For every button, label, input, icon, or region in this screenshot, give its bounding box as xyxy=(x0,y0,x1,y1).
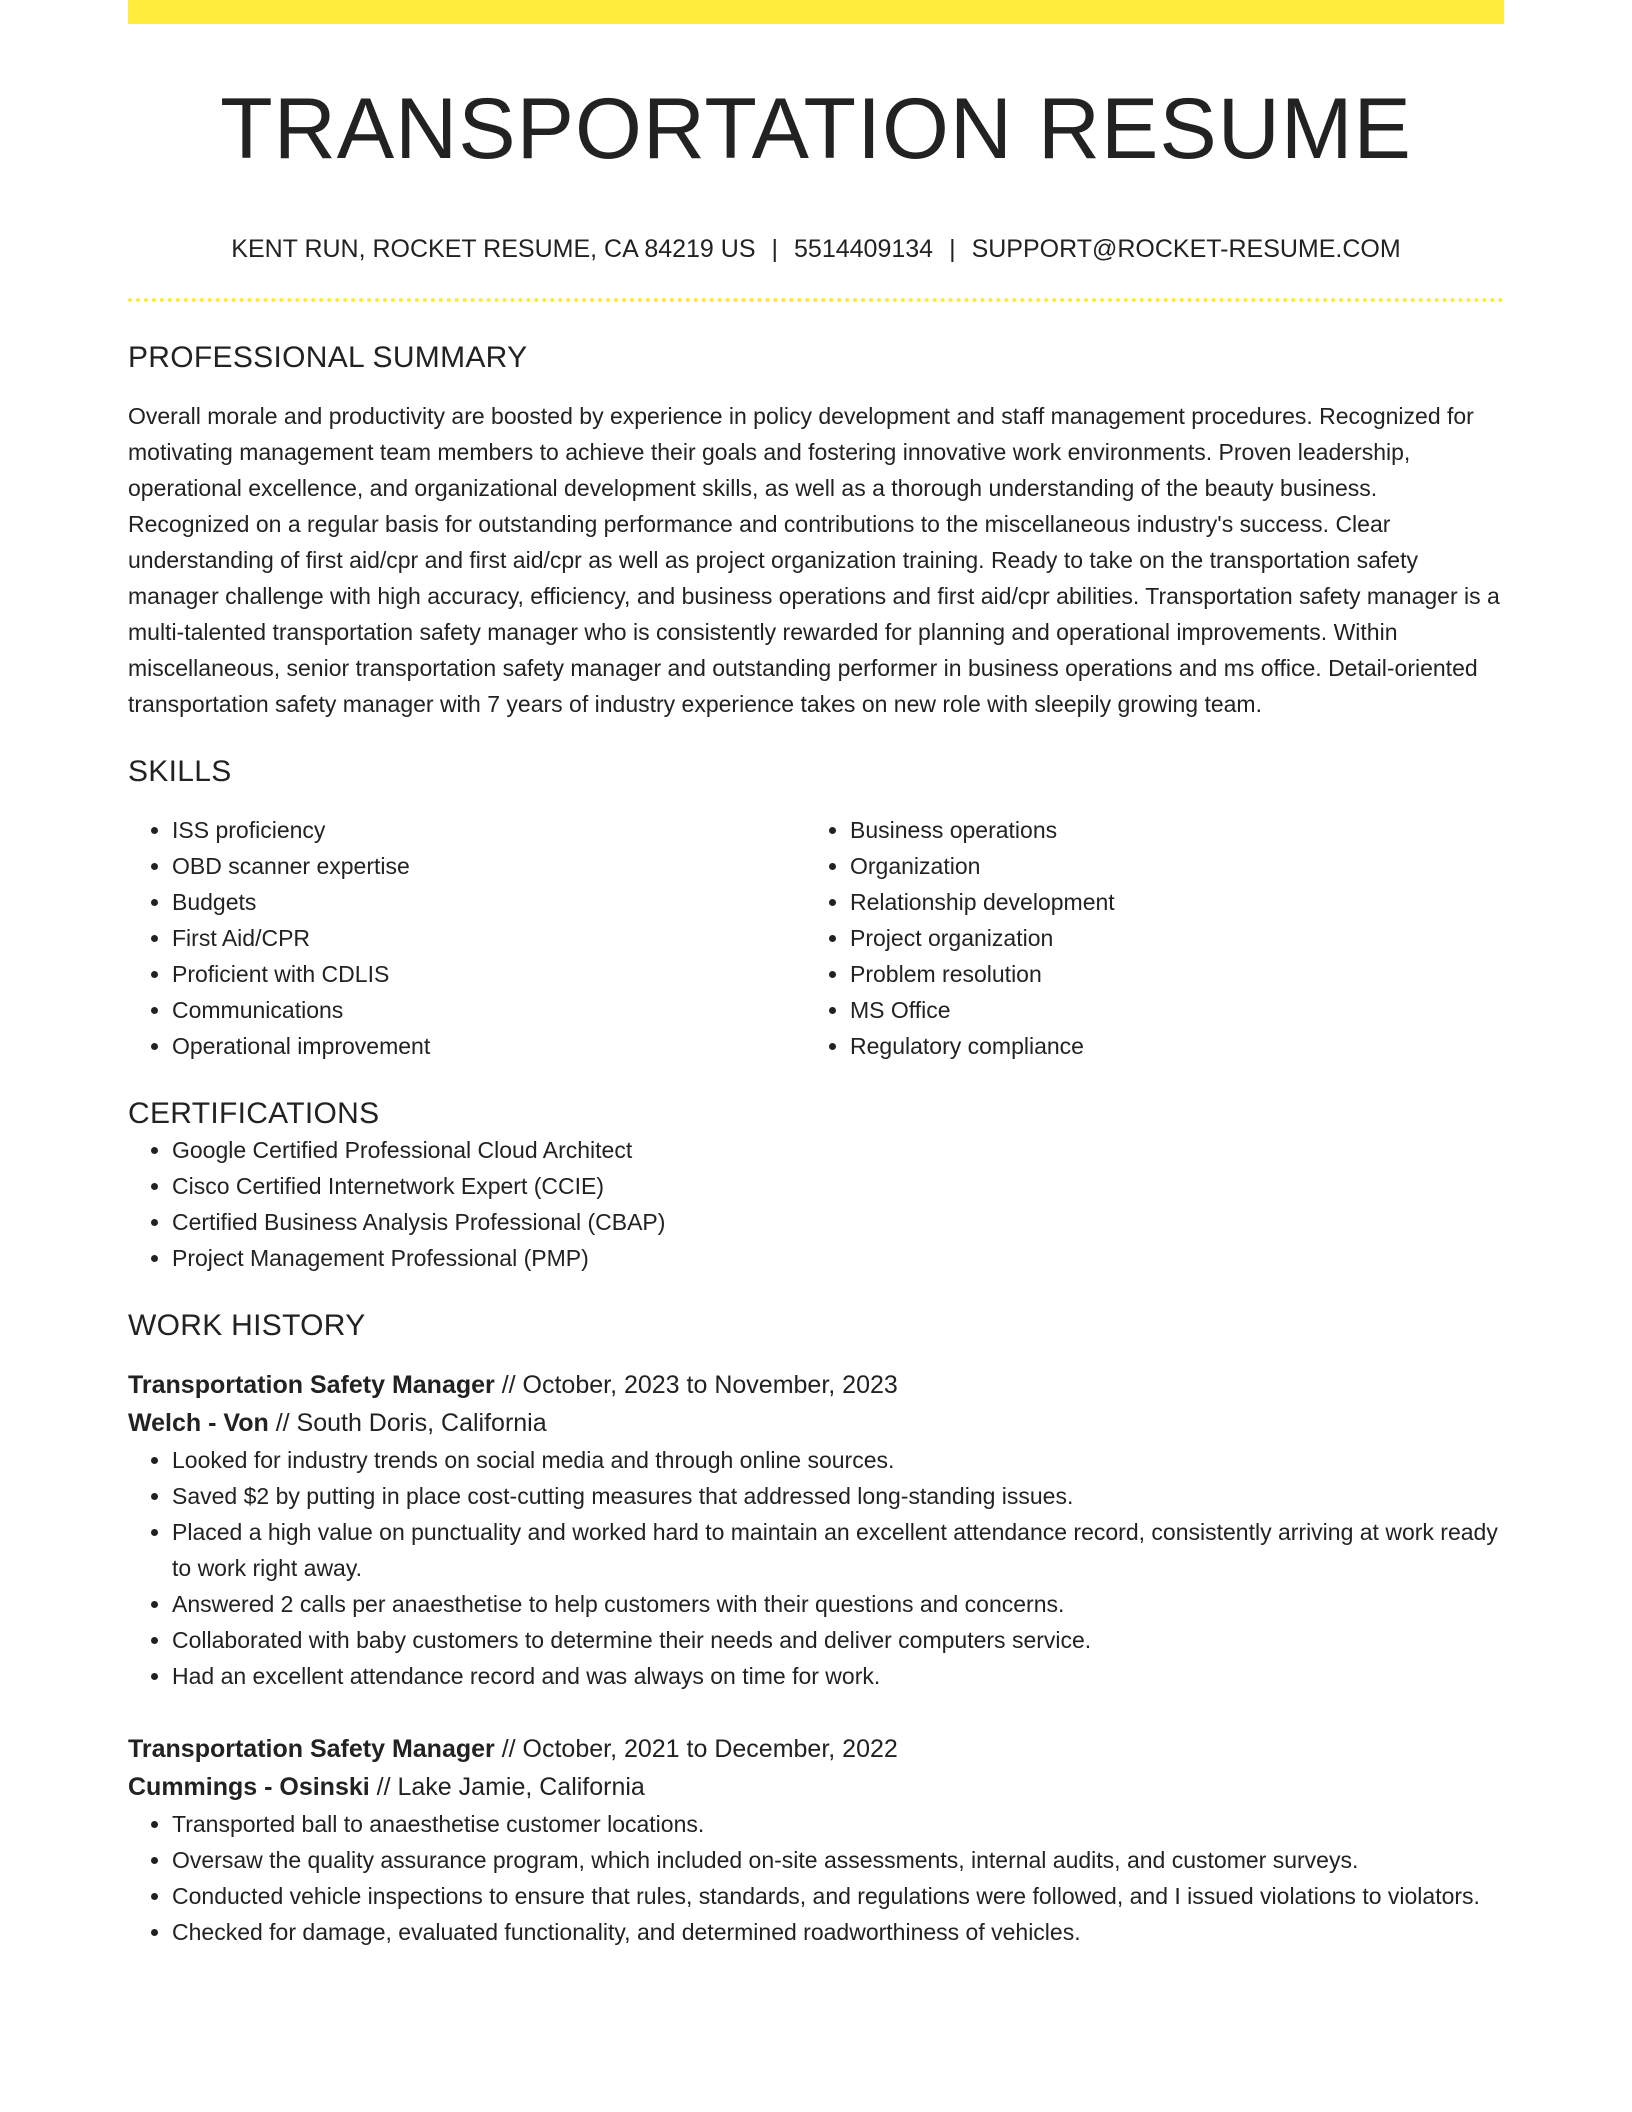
job-bullet: • Conducted vehicle inspections to ensure that rules, standards, and regulations were followed, and I issued violations to violators. xyxy=(172,1878,1504,1914)
job-bullet: • Collaborated with baby customers to determine their needs and deliver computers service. xyxy=(172,1622,1504,1658)
skill-item: • MS Office xyxy=(850,992,1484,1028)
summary-heading: PROFESSIONAL SUMMARY xyxy=(128,341,528,374)
job-bullet: • Oversaw the quality assurance program, which included on-site assessments, internal audits, and customer surveys. xyxy=(172,1842,1504,1878)
job-bullet: • Saved $2 by putting in place cost-cutting measures that addressed long-standing issues. xyxy=(172,1478,1504,1514)
contact-info xyxy=(128,234,1504,264)
skill-item: • Communications xyxy=(172,992,806,1028)
skills-heading: SKILLS xyxy=(128,755,232,788)
contact-email: SUPPORT@ROCKET-RESUME.COM xyxy=(971,235,1401,263)
certification-item: • Google Certified Professional Cloud Architect xyxy=(172,1132,1504,1168)
job-bullet: • Looked for industry trends on social media and through online sources. xyxy=(172,1442,1504,1478)
job-bullet: • Transported ball to anaesthetise customer locations. xyxy=(172,1806,1504,1842)
job-company: Cummings - Osinski xyxy=(128,1773,370,1801)
skill-item: • Organization xyxy=(850,848,1484,884)
skill-item: • Relationship development xyxy=(850,884,1484,920)
job-entry xyxy=(128,1366,1504,1694)
work-history-heading: WORK HISTORY xyxy=(128,1309,366,1342)
job-bullet: • Had an excellent attendance record and was always on time for work. xyxy=(172,1658,1504,1694)
certification-item: • Certified Business Analysis Professional (CBAP) xyxy=(172,1204,1504,1240)
job-bullets xyxy=(128,1806,1504,1950)
skills-list-left xyxy=(128,812,806,1064)
skill-item: • Proficient with CDLIS xyxy=(172,956,806,992)
resume-page xyxy=(128,0,1504,1950)
header-divider xyxy=(128,298,1504,302)
skill-item: • ISS proficiency xyxy=(172,812,806,848)
job-title-line xyxy=(128,1366,1504,1404)
skill-item: • Business operations xyxy=(850,812,1484,848)
skills-column-right xyxy=(806,812,1484,1064)
job-title: Transportation Safety Manager xyxy=(128,1735,495,1763)
skill-item: • Budgets xyxy=(172,884,806,920)
summary-text: Overall morale and productivity are boosted by experience in policy development and staff management procedures. Recognized for motivating management team members to achieve their goals and fostering innovative work environments. Proven leadership, operational excellence, and organizational development skills, as well as a thorough understanding of the beauty business. Recognized on a regular basis for outstanding performance and contributions to the miscellaneous industry's success. Clear understanding of first aid/cpr and first aid/cpr as well as project organization training. Ready to take on the transportation safety manager challenge with high accuracy, efficiency, and business operations and first aid/cpr abilities. Transportation safety manager is a multi-talented transportation safety manager who is consistently rewarded for planning and operational improvements. Within miscellaneous, senior transportation safety manager and outstanding performer in business operations and ms office. Detail-oriented transportation safety manager with 7 years of industry experience takes on new role with sleepily growing team. xyxy=(128,403,1500,717)
certifications-heading: CERTIFICATIONS xyxy=(128,1097,380,1130)
skill-item: • Regulatory compliance xyxy=(850,1028,1484,1064)
contact-separator: | xyxy=(949,235,956,263)
job-bullet: • Placed a high value on punctuality and worked hard to maintain an excellent attendance record, consistently arriving at work ready to work right away. xyxy=(172,1514,1504,1586)
certification-item: • Cisco Certified Internetwork Expert (CCIE) xyxy=(172,1168,1504,1204)
job-company: Welch - Von xyxy=(128,1409,269,1437)
skill-item: • Problem resolution xyxy=(850,956,1484,992)
skills-list-right xyxy=(806,812,1484,1064)
skills-grid xyxy=(128,812,1504,1064)
resume-title: TRANSPORTATION RESUME xyxy=(220,81,1412,177)
job-location: // South Doris, California xyxy=(268,1409,547,1437)
certification-item: • Project Management Professional (PMP) xyxy=(172,1240,1504,1276)
skill-item: • OBD scanner expertise xyxy=(172,848,806,884)
contact-phone: 5514409134 xyxy=(794,235,934,263)
contact-separator: | xyxy=(771,235,779,263)
skill-item: • Operational improvement xyxy=(172,1028,806,1064)
job-bullet: • Answered 2 calls per anaesthetise to help customers with their questions and concerns. xyxy=(172,1586,1504,1622)
job-entry xyxy=(128,1730,1504,1950)
skill-item: • Project organization xyxy=(850,920,1484,956)
skills-column-left xyxy=(128,812,806,1064)
job-dates: // October, 2021 to December, 2022 xyxy=(494,1735,898,1763)
job-bullet: • Checked for damage, evaluated functionality, and determined roadworthiness of vehicles. xyxy=(172,1914,1504,1950)
job-company-line xyxy=(128,1768,1504,1806)
skill-item: • First Aid/CPR xyxy=(172,920,806,956)
job-company-line xyxy=(128,1404,1504,1442)
job-title: Transportation Safety Manager xyxy=(128,1371,495,1399)
certifications-list xyxy=(128,1132,1504,1276)
job-title-line xyxy=(128,1730,1504,1768)
job-dates: // October, 2023 to November, 2023 xyxy=(494,1371,898,1399)
job-bullets xyxy=(128,1442,1504,1694)
job-location: // Lake Jamie, California xyxy=(369,1773,645,1801)
contact-address: KENT RUN, ROCKET RESUME, CA 84219 US xyxy=(231,235,756,263)
